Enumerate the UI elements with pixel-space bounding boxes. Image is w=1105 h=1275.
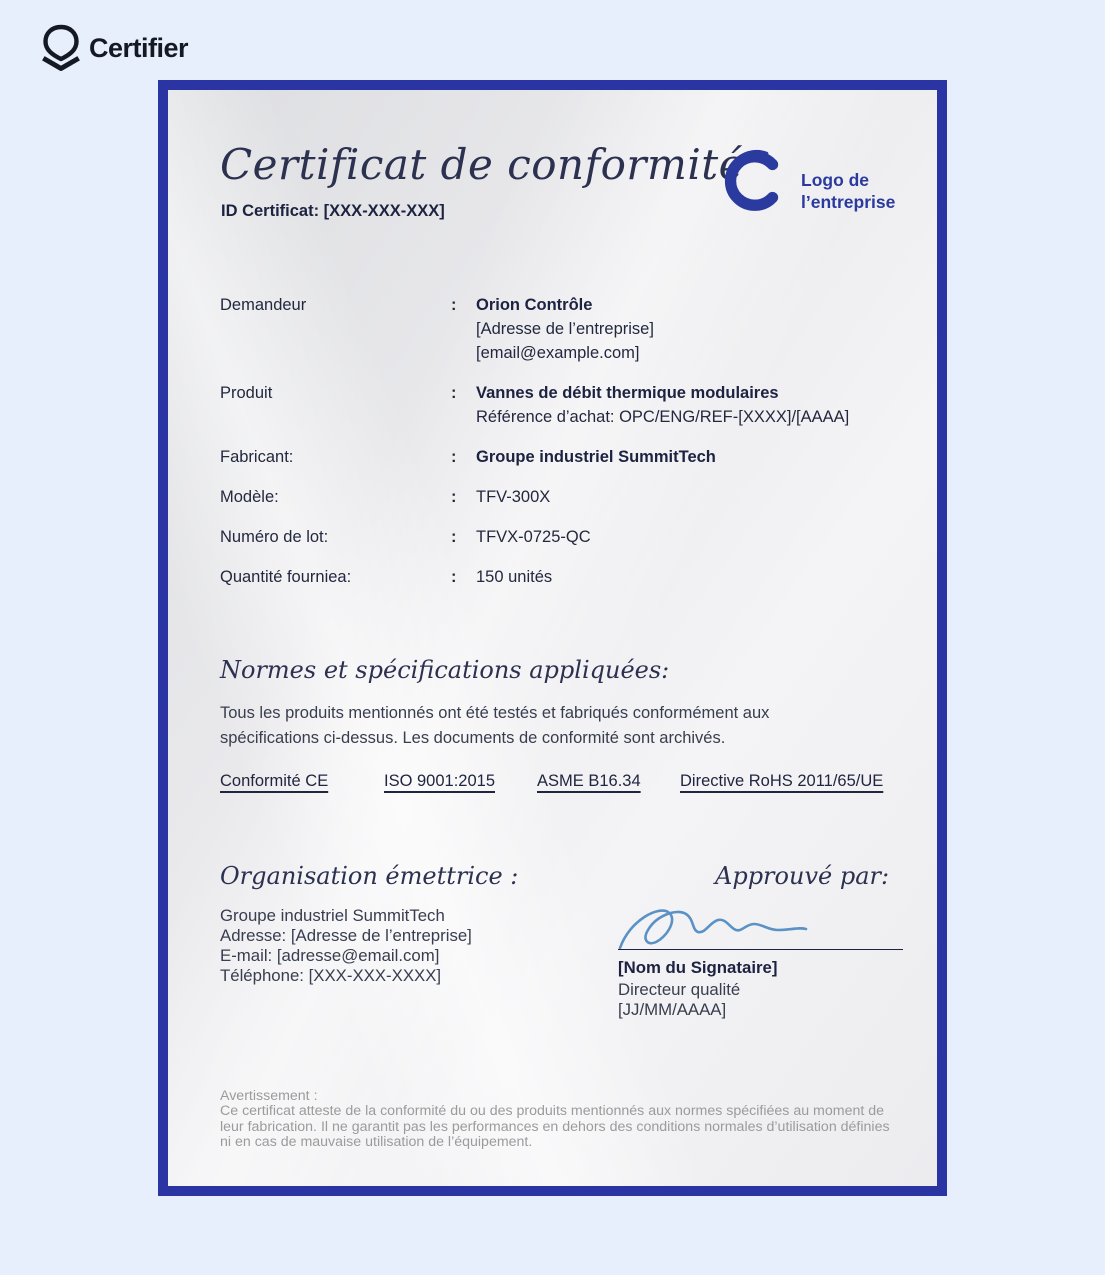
signatory-title: Directeur qualité	[618, 980, 741, 999]
standard-link-rohs[interactable]: Directive RoHS 2011/65/UE	[680, 772, 884, 790]
c-swoosh-icon	[722, 148, 788, 219]
standard-link-iso-9001[interactable]: ISO 9001:2015	[384, 772, 496, 790]
approval-heading: Approuvé par:	[715, 862, 890, 890]
detail-separator: :	[451, 528, 457, 546]
issuer-heading: Organisation émettrice :	[220, 862, 519, 890]
issuer-address: Adresse: [Adresse de l’entreprise]	[220, 926, 472, 945]
disclaimer-heading: Avertissement :	[220, 1088, 318, 1104]
standards-description: Tous les produits mentionnés ont été testés et fabriqués conformément aux spécifications ci-dessus. Les documents de conformité sont archivés.	[220, 704, 770, 747]
issuer-name: Groupe industriel SummitTech	[220, 906, 445, 925]
company-logo-text	[801, 169, 895, 213]
detail-label: Modèle:	[220, 488, 279, 506]
detail-value: Groupe industriel SummitTech	[476, 448, 716, 466]
detail-value: Orion Contrôle	[476, 296, 593, 314]
disclaimer	[220, 1089, 898, 1151]
detail-separator: :	[451, 384, 457, 402]
certificate-title: Certificat de conformité	[220, 140, 744, 189]
signature-line	[618, 949, 903, 950]
disclaimer-body: Ce certificat atteste de la conformité du ou des produits mentionnés aux normes spécifiées au moment de leur fabrication. Il ne garantit pas les performances en dehors des conditions normales d’utilisation définies ni en cas de mauvaise utilisation de l’équipement.	[220, 1103, 890, 1151]
standard-link-conformite-ce[interactable]: Conformité CE	[220, 772, 329, 790]
detail-value: Vannes de débit thermique modulaires	[476, 384, 779, 402]
standards-heading: Normes et spécifications appliquées:	[220, 656, 670, 684]
issuer-email: E-mail: [adresse@email.com]	[220, 946, 440, 965]
issuer-block	[220, 906, 472, 986]
certificate-id: ID Certificat: [XXX-XXX-XXX]	[221, 202, 445, 220]
detail-separator: :	[451, 568, 457, 586]
detail-value: TFV-300X	[476, 488, 551, 506]
brand-name: Certifier	[89, 32, 189, 63]
signatory-date: [JJ/MM/AAAA]	[618, 1000, 727, 1019]
detail-value-line2: Référence d’achat: OPC/ENG/REF-[XXXX]/[AAAA]	[476, 408, 850, 426]
detail-separator: :	[451, 488, 457, 506]
brand	[40, 24, 188, 72]
certifier-badge-icon	[40, 24, 82, 72]
company-logo-line1: Logo de	[801, 170, 870, 190]
detail-value: 150 unités	[476, 568, 553, 586]
detail-value: TFVX-0725-QC	[476, 528, 591, 546]
detail-label: Demandeur	[220, 296, 307, 314]
detail-value-line3: [email@example.com]	[476, 344, 640, 362]
signatory-name: [Nom du Signataire]	[618, 958, 778, 977]
detail-value-line2: [Adresse de l’entreprise]	[476, 320, 654, 338]
detail-label: Fabricant:	[220, 448, 294, 466]
certificate-sheet	[158, 80, 947, 1196]
issuer-phone: Téléphone: [XXX-XXX-XXXX]	[220, 966, 442, 985]
detail-label: Quantité fourniea:	[220, 568, 352, 586]
detail-label: Produit	[220, 384, 273, 402]
company-logo-line2: l’entreprise	[801, 192, 896, 212]
detail-label: Numéro de lot:	[220, 528, 329, 546]
standard-link-asme-b16[interactable]: ASME B16.34	[537, 772, 641, 790]
detail-separator: :	[451, 448, 457, 466]
detail-separator: :	[451, 296, 457, 314]
